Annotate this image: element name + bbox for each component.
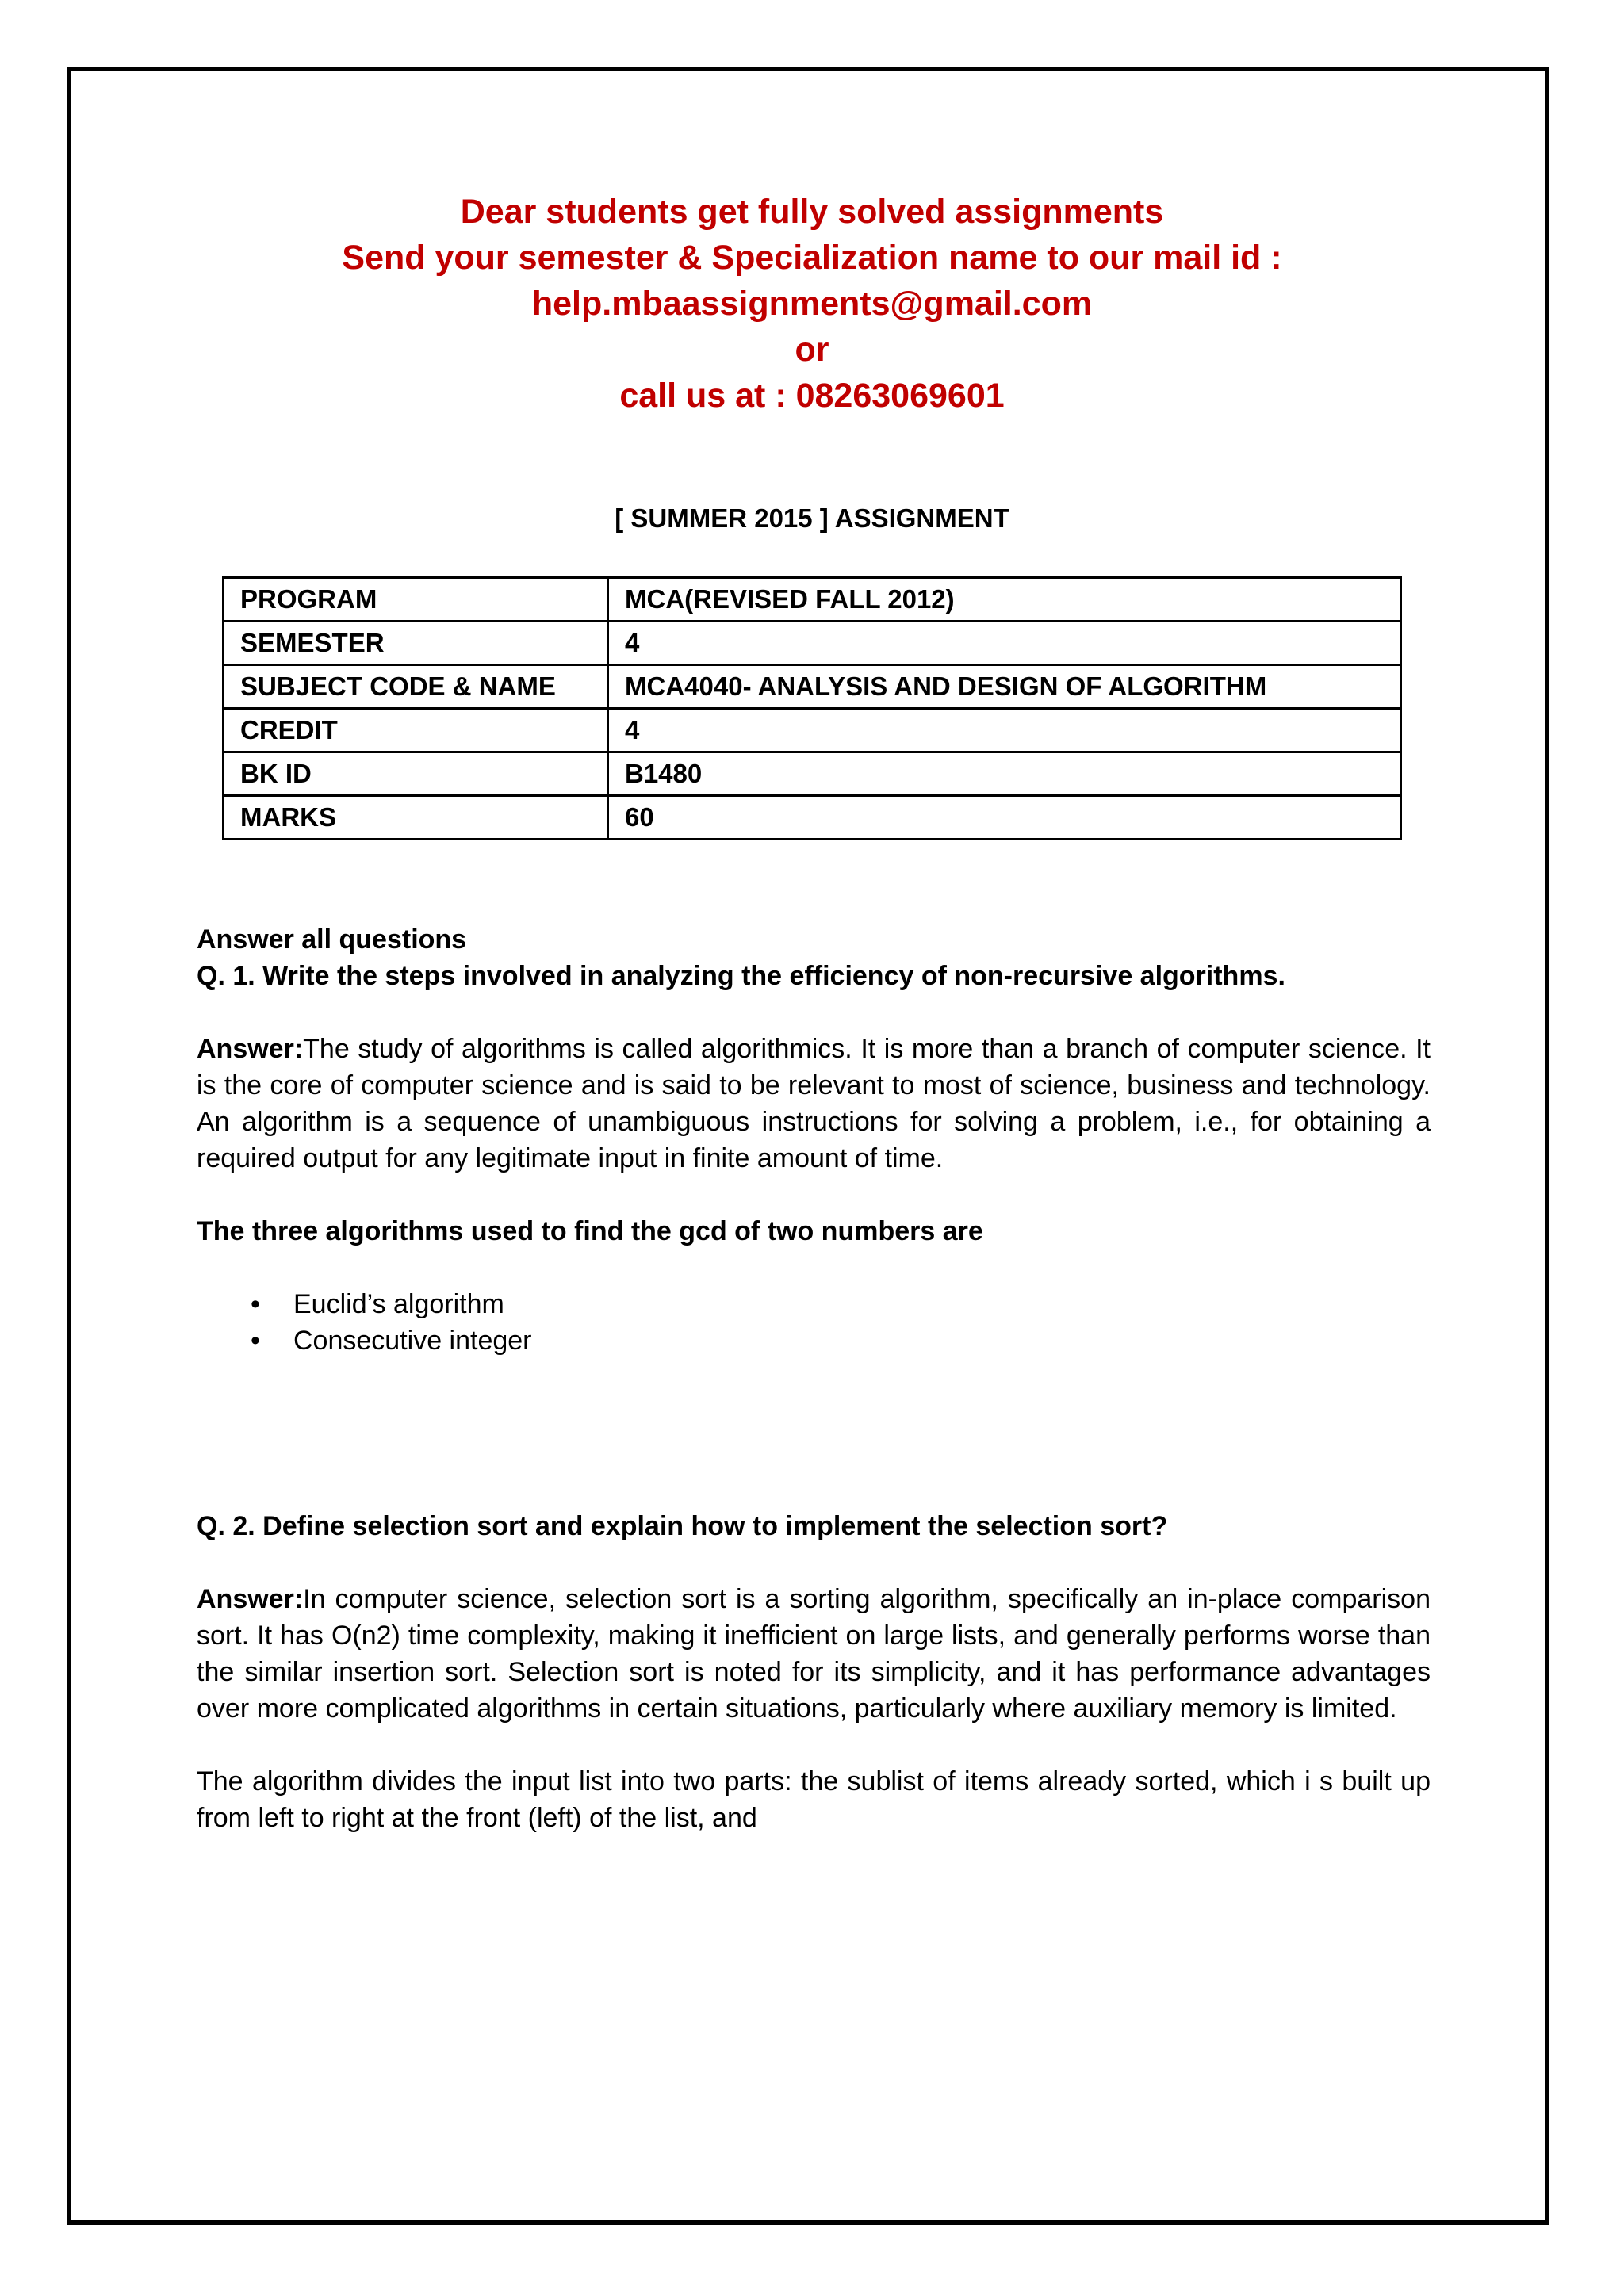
table-label: PROGRAM bbox=[224, 578, 608, 622]
table-row bbox=[224, 709, 1401, 752]
gcd-algorithm-list bbox=[197, 1286, 1431, 1359]
promo-banner bbox=[0, 189, 1624, 419]
list-item-text: Euclid’s algorithm bbox=[293, 1289, 504, 1319]
info-table bbox=[222, 576, 1402, 840]
table-value: B1480 bbox=[608, 752, 1401, 796]
promo-phone: call us at : 08263069601 bbox=[619, 377, 1005, 415]
answer-label: Answer: bbox=[197, 1034, 304, 1064]
table-label: MARKS bbox=[224, 796, 608, 840]
bullet-icon: • bbox=[251, 1289, 260, 1319]
answer-label: Answer: bbox=[197, 1584, 304, 1614]
table-value: 4 bbox=[608, 709, 1401, 752]
list-item bbox=[197, 1286, 1431, 1322]
instructions: Answer all questions bbox=[197, 924, 467, 955]
table-value: MCA4040- ANALYSIS AND DESIGN OF ALGORITHM bbox=[608, 665, 1401, 709]
main-content bbox=[197, 921, 1431, 1836]
table-label: CREDIT bbox=[224, 709, 608, 752]
assignment-title: [ SUMMER 2015 ] ASSIGNMENT bbox=[615, 503, 1009, 533]
answer-1 bbox=[197, 1031, 1431, 1177]
table-label: SUBJECT CODE & NAME bbox=[224, 665, 608, 709]
promo-email: help.mbaassignments@gmail.com bbox=[531, 285, 1093, 323]
promo-or: or bbox=[795, 331, 829, 369]
table-value: 60 bbox=[608, 796, 1401, 840]
promo-line-1: Dear students get fully solved assignments bbox=[460, 193, 1164, 231]
table-label: BK ID bbox=[224, 752, 608, 796]
list-item bbox=[197, 1322, 1431, 1359]
bullet-icon: • bbox=[251, 1326, 260, 1356]
table-row bbox=[224, 752, 1401, 796]
question-1: Q. 1. Write the steps involved in analyzing the efficiency of non-recursive algorithms. bbox=[197, 961, 1285, 991]
table-row bbox=[224, 578, 1401, 622]
table-value: 4 bbox=[608, 622, 1401, 665]
answer-2 bbox=[197, 1581, 1431, 1727]
answer-2-text: In computer science, selection sort is a sorting algorithm, specifically an in-place comparison sort. It has O(n2) time complexity, making it inefficient on large lists, and generally performs worse than the similar insertion sort. Selection sort is noted for its simplicity, and it has performance advantages over more complicated algorithms in certain situations, particularly where auxiliary memory is limited. bbox=[197, 1584, 1431, 1724]
promo-line-2: Send your semester & Specialization name to our mail id : bbox=[342, 239, 1282, 277]
table-value: MCA(REVISED FALL 2012) bbox=[608, 578, 1401, 622]
answer-2-paragraph-2: The algorithm divides the input list into two parts: the sublist of items already sorted, which i s built up from left to right at the front (left) of the list, and bbox=[197, 1766, 1431, 1833]
table-row bbox=[224, 796, 1401, 840]
table-label: SEMESTER bbox=[224, 622, 608, 665]
table-row bbox=[224, 665, 1401, 709]
list-item-text: Consecutive integer bbox=[293, 1326, 532, 1356]
question-2: Q. 2. Define selection sort and explain how to implement the selection sort? bbox=[197, 1511, 1168, 1541]
table-row bbox=[224, 622, 1401, 665]
gcd-subheading: The three algorithms used to find the gcd of two numbers are bbox=[197, 1216, 983, 1246]
answer-1-text: The study of algorithms is called algorithmics. It is more than a branch of computer science. It is the core of computer science and is said to be relevant to most of science, business and technology. An algorithm is a sequence of unambiguous instructions for solving a problem, i.e., for obtaining a required output for any legitimate input in finite amount of time. bbox=[197, 1034, 1431, 1173]
